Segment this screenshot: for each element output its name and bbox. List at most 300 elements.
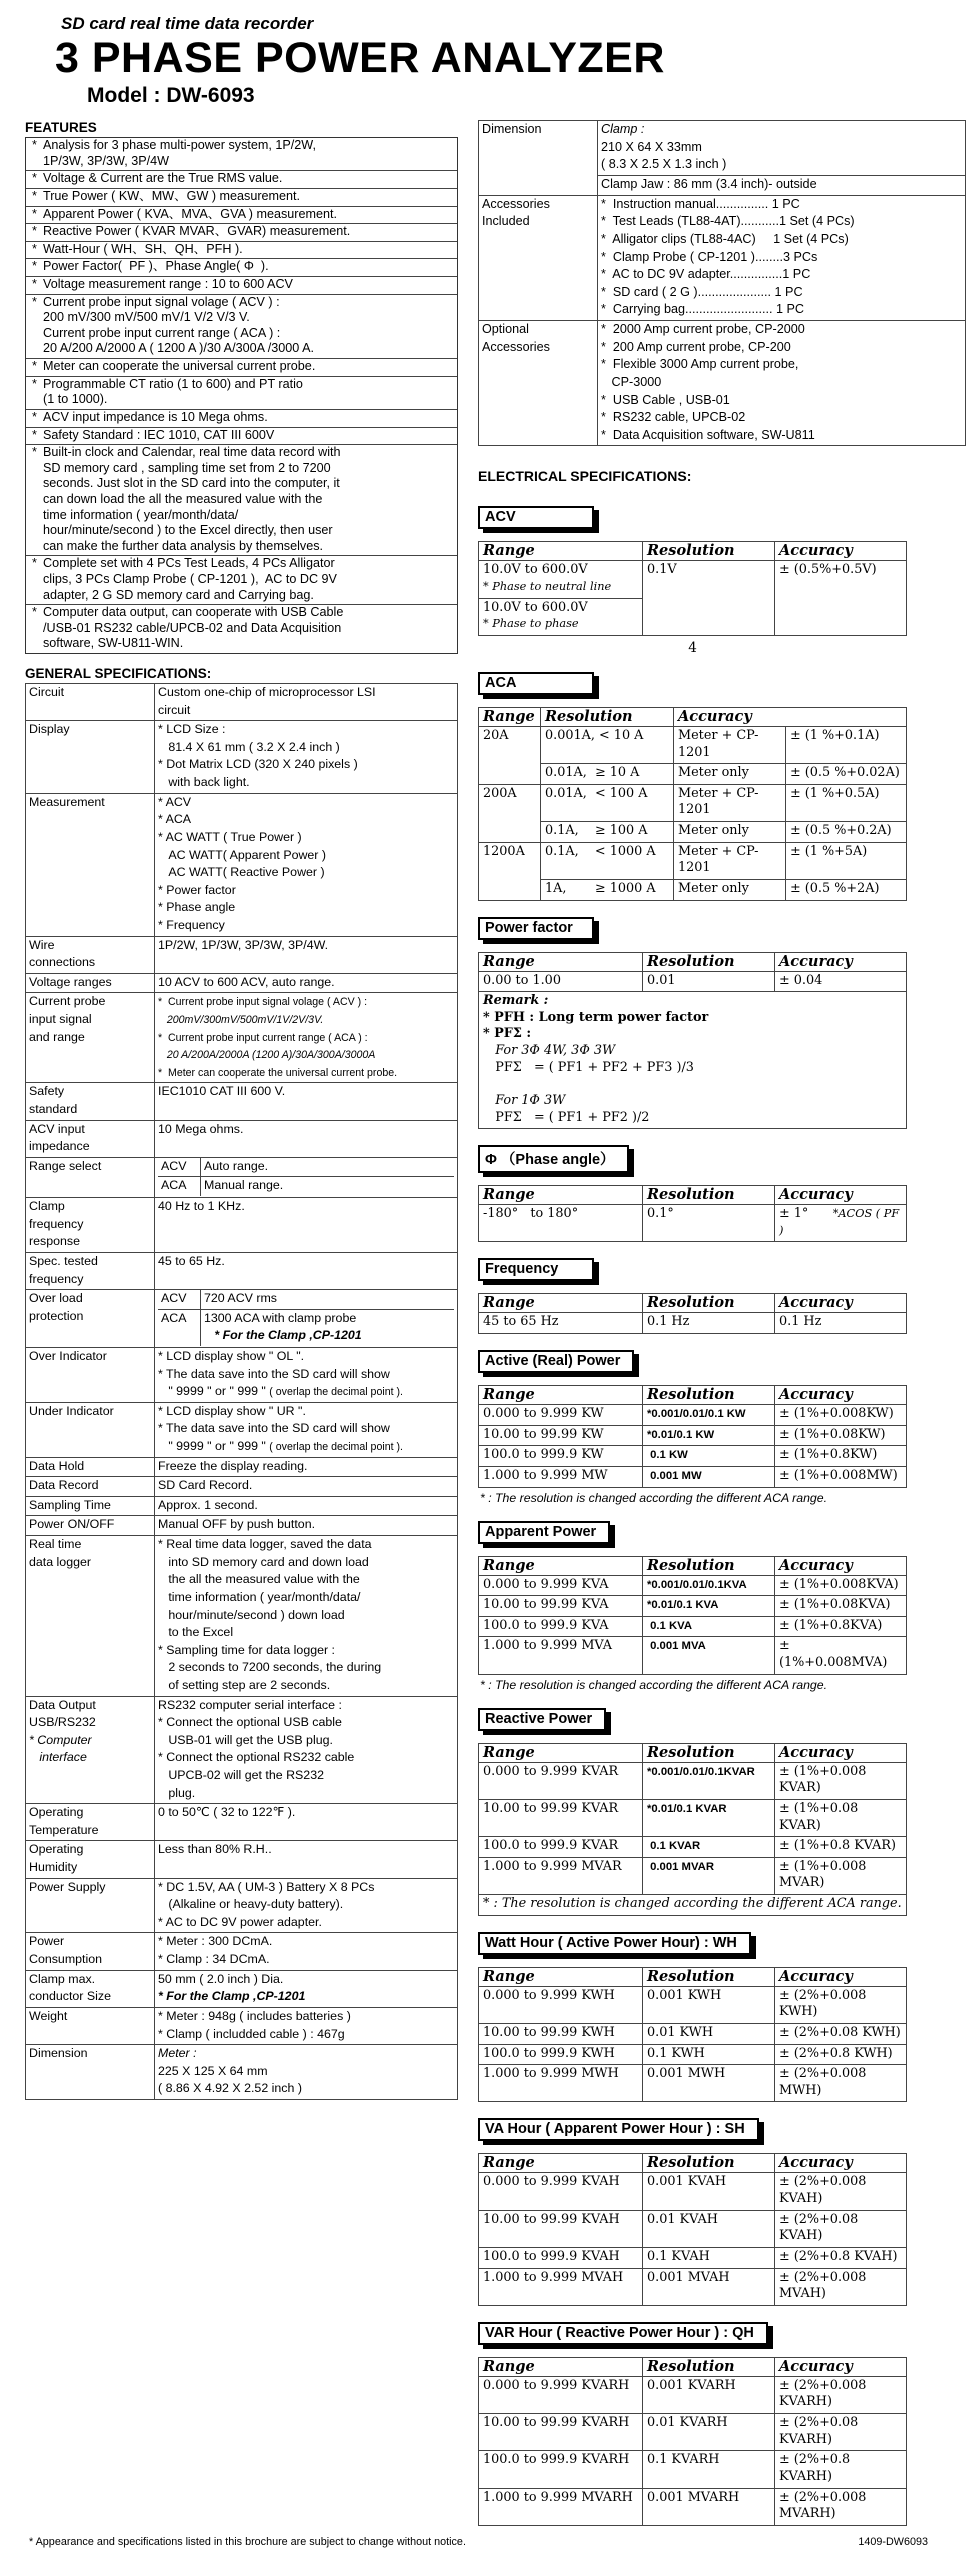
table-cell bbox=[643, 2376, 775, 2413]
table-cell bbox=[479, 842, 541, 900]
table-cell bbox=[541, 822, 674, 843]
text-line: * Phase to neutral line bbox=[483, 580, 612, 594]
table-cell bbox=[643, 1466, 775, 1487]
text-line: /USB-01 RS232 cable/UPCB-02 and Data Acquisition bbox=[43, 620, 342, 635]
text-line: 0.1 KVAH bbox=[647, 2248, 710, 2264]
text-line: SD Card Record. bbox=[158, 1478, 253, 1493]
asterisk-bullet: * bbox=[32, 188, 37, 203]
table-cell bbox=[643, 1616, 775, 1637]
text-line: 1300 ACA with clamp probe bbox=[204, 1310, 357, 1325]
spec-value bbox=[155, 721, 458, 793]
spec-label bbox=[26, 1878, 155, 1933]
text-line: Wire bbox=[29, 937, 55, 952]
table-cell bbox=[643, 2414, 775, 2451]
spec-label bbox=[26, 684, 155, 721]
text-line: * Real time data logger, saved the data bbox=[158, 1537, 372, 1552]
spec-value bbox=[155, 1841, 458, 1878]
text-line: 20 A/200 A/2000 A ( 1200 A )/30 A/300A /3000 A. bbox=[43, 341, 315, 356]
table-cell bbox=[775, 2173, 907, 2210]
spec-value bbox=[155, 973, 458, 993]
table-header-row bbox=[479, 1186, 907, 1205]
table-cell bbox=[643, 1857, 775, 1894]
table-cell bbox=[479, 1405, 643, 1426]
text-line: 100.0 to 999.9 KVA bbox=[483, 1617, 609, 1633]
text-line: * 2000 Amp current probe, CP-2000 bbox=[601, 322, 805, 337]
table-row bbox=[479, 1205, 907, 1242]
text-line: *0.01/0.1 KVA bbox=[647, 1599, 719, 1612]
table-row bbox=[479, 561, 907, 598]
spec-section-tab: Reactive Power bbox=[478, 1708, 606, 1731]
feature-text bbox=[43, 428, 455, 444]
text-line: 100.0 to 999.9 KVARH bbox=[483, 2452, 630, 2468]
text-line: 0.01 KVARH bbox=[647, 2415, 728, 2431]
spec-value bbox=[155, 793, 458, 936]
table-cell bbox=[775, 2451, 907, 2488]
text-line: PFΣ = ( PF1 + PF2 )/2 bbox=[483, 1109, 650, 1125]
spec-label bbox=[26, 1516, 155, 1536]
table-cell bbox=[479, 971, 643, 992]
spec-row bbox=[26, 1083, 458, 1120]
table-row bbox=[479, 1405, 907, 1426]
text-line: Circuit bbox=[29, 685, 65, 700]
text-line: 0.001 MVAH bbox=[647, 2269, 730, 2285]
table-header-row bbox=[479, 1294, 907, 1313]
table-cell bbox=[786, 726, 907, 763]
text-line: Optional bbox=[482, 322, 529, 337]
text-line: 100.0 to 999.9 KVAH bbox=[483, 2248, 620, 2264]
text-line: ± (1 %+0.5A) bbox=[790, 785, 880, 801]
text-line: * LCD Size : bbox=[158, 722, 226, 737]
spec-label bbox=[26, 936, 155, 973]
text-line: * Meter : 300 DCmA. bbox=[158, 1934, 273, 1949]
text-line: * SD card ( 2 G )..................... 1 PC bbox=[601, 284, 803, 299]
spec-value bbox=[155, 1696, 458, 1804]
table-cell bbox=[786, 764, 907, 785]
text-line: with back light. bbox=[158, 775, 250, 790]
feature-item bbox=[26, 206, 457, 224]
text-line: Meter can cooperate the universal current probe. bbox=[43, 359, 316, 374]
text-line: ± (1%+0.008KVA) bbox=[779, 1576, 899, 1592]
table-header-row bbox=[479, 707, 907, 726]
text-line: 20 A/200A/2000A (1200 A)/30A/300A/3000A bbox=[158, 1049, 376, 1062]
table-cell bbox=[775, 1313, 907, 1334]
spec-subtable bbox=[158, 1158, 454, 1196]
text-line: " 9999 " or " 999 " ( overlap the decimal point ). bbox=[158, 1439, 403, 1454]
text-line: SD memory card , sampling time set from 2 to 7200 bbox=[43, 460, 331, 475]
table-row bbox=[479, 2210, 907, 2247]
text-line: *0.01/0.1 KVAR bbox=[647, 1802, 727, 1815]
spec-row bbox=[26, 1516, 458, 1536]
table-cell bbox=[674, 879, 786, 900]
column-header: Resolution bbox=[541, 707, 674, 726]
table-cell bbox=[674, 784, 786, 821]
text-line: * For the Clamp ,CP-1201 bbox=[158, 1989, 306, 2004]
spec-table bbox=[478, 952, 907, 1130]
spec-row bbox=[26, 2045, 458, 2100]
text-line: 81.4 X 61 mm ( 3.2 X 2.4 inch ) bbox=[158, 739, 340, 754]
features-list bbox=[25, 137, 458, 654]
text-line: 0.01 KWH bbox=[647, 2024, 713, 2040]
table-header-row bbox=[479, 542, 907, 561]
table-cell bbox=[674, 764, 786, 785]
table-row bbox=[479, 2268, 907, 2305]
spec-value bbox=[155, 1516, 458, 1536]
table-cell bbox=[479, 1762, 643, 1799]
text-line: Watt-Hour ( WH、SH、QH、PFH ). bbox=[43, 241, 243, 256]
table-cell bbox=[643, 1799, 775, 1836]
spec-value bbox=[155, 2045, 458, 2100]
column-header: Accuracy bbox=[775, 2357, 907, 2376]
spec-value bbox=[155, 936, 458, 973]
table-cell bbox=[643, 1425, 775, 1446]
text-line: 10 ACV to 600 ACV, auto range. bbox=[158, 974, 335, 989]
text-line: 10.00 to 99.99 KWH bbox=[483, 2024, 615, 2040]
table-row bbox=[479, 1857, 907, 1894]
text-line: 10.0V to 600.0V bbox=[483, 562, 588, 578]
spec-label bbox=[26, 1696, 155, 1804]
feature-text bbox=[43, 171, 455, 187]
table-cell bbox=[643, 971, 775, 992]
text-line: Current probe input signal volage ( ACV ) : bbox=[43, 294, 280, 309]
text-line: ± (1%+0.08 KVAR) bbox=[779, 1800, 863, 1833]
text-line: AC WATT( Apparent Power ) bbox=[158, 847, 327, 862]
spec-label bbox=[26, 1457, 155, 1477]
spec-row bbox=[26, 684, 458, 721]
feature-item bbox=[26, 604, 457, 653]
table-cell bbox=[479, 2488, 643, 2525]
table-row bbox=[479, 822, 907, 843]
column-header: Range bbox=[479, 542, 643, 561]
text-line: * 200 Amp current probe, CP-200 bbox=[601, 339, 791, 354]
text-line: ± (2%+0.8 KVAH) bbox=[779, 2248, 898, 2264]
spec-label bbox=[26, 1198, 155, 1253]
table-cell bbox=[775, 1446, 907, 1467]
table-cell bbox=[479, 784, 541, 842]
table-header-row bbox=[479, 1967, 907, 1986]
feature-text bbox=[43, 556, 455, 603]
spec-subrow bbox=[158, 1158, 454, 1177]
spec-row bbox=[26, 1696, 458, 1804]
table-cell bbox=[479, 1637, 643, 1674]
text-line: clips, 3 PCs Clamp Probe ( CP-1201 ), AC to DC 9V bbox=[43, 571, 337, 586]
text-line: Data Output bbox=[29, 1697, 96, 1712]
table-header-row bbox=[479, 2357, 907, 2376]
spec-row bbox=[26, 1496, 458, 1516]
text-line: 0.001 MVAR bbox=[647, 1860, 714, 1873]
table-cell bbox=[775, 1837, 907, 1858]
table-row bbox=[479, 2376, 907, 2413]
text-line: 0.001 MWH bbox=[647, 2066, 726, 2082]
text-line: 10.00 to 99.99 KVA bbox=[483, 1597, 609, 1613]
feature-text bbox=[43, 295, 455, 357]
text-line: ± (2%+0.8 KWH) bbox=[779, 2045, 893, 2061]
spec-value bbox=[155, 1477, 458, 1497]
table-cell bbox=[643, 1205, 775, 1242]
table-cell bbox=[643, 1762, 775, 1799]
spec-row bbox=[26, 936, 458, 973]
text-line: RS232 computer serial interface : bbox=[158, 1697, 342, 1712]
column-header: Resolution bbox=[643, 1743, 775, 1762]
text-line: Meter + CP-1201 bbox=[678, 727, 759, 760]
text-line: 1.000 to 9.999 MVAH bbox=[483, 2269, 624, 2285]
text-line: Custom one-chip of microprocessor LSI bbox=[158, 685, 376, 700]
spec-section-tab: ACV bbox=[478, 506, 594, 529]
column-header: Resolution bbox=[643, 1967, 775, 1986]
text-line: " 9999 " or " 999 " ( overlap the decimal point ). bbox=[158, 1384, 403, 1399]
table-cell bbox=[479, 598, 643, 635]
spec-subvalue bbox=[201, 1158, 455, 1177]
text-line: Auto range. bbox=[204, 1158, 269, 1173]
spec-label bbox=[26, 1970, 155, 2007]
column-header: Resolution bbox=[643, 1186, 775, 1205]
spec-subvalue bbox=[201, 1309, 455, 1346]
table-cell bbox=[643, 1313, 775, 1334]
text-line: time information ( year/month/data/ bbox=[43, 507, 239, 522]
right-column bbox=[478, 120, 966, 2526]
table-cell bbox=[541, 784, 674, 821]
feature-item bbox=[26, 409, 457, 427]
text-line: * Data Acquisition software, SW-U811 bbox=[601, 427, 815, 442]
feature-item bbox=[26, 258, 457, 276]
text-line: Clamp max. bbox=[29, 1971, 96, 1986]
spec-label bbox=[26, 1290, 155, 1348]
text-line: * Meter can cooperate the universal current probe. bbox=[158, 1066, 398, 1079]
text-line: adapter, 2 G SD memory card and Carrying bag. bbox=[43, 587, 314, 602]
text-line: 10 Mega ohms. bbox=[158, 1121, 244, 1136]
text-line: ± (2%+0.08 KVAH) bbox=[779, 2211, 863, 2244]
table-cell bbox=[786, 784, 907, 821]
spec-table bbox=[478, 2153, 907, 2305]
spec-value bbox=[155, 1878, 458, 1933]
spec-label bbox=[26, 1157, 155, 1197]
table-cell bbox=[786, 879, 907, 900]
asterisk-bullet: * bbox=[32, 427, 37, 442]
table-cell bbox=[775, 1466, 907, 1487]
text-line: connections bbox=[29, 955, 96, 970]
text-line: * Alligator clips (TL88-4AC) 1 Set (4 PCs) bbox=[601, 231, 849, 246]
text-line: 1P/3W, 3P/3W, 3P/4W bbox=[43, 153, 169, 168]
feature-text bbox=[43, 207, 455, 223]
text-line: 0.001 KWH bbox=[647, 1987, 722, 2003]
text-line: * Power factor bbox=[158, 882, 236, 897]
text-line: * Flexible 3000 Amp current probe, bbox=[601, 357, 799, 372]
text-line: ± (1%+0.008MW) bbox=[779, 1467, 898, 1483]
table-cell bbox=[479, 726, 541, 784]
electrical-specs-heading: ELECTRICAL SPECIFICATIONS: bbox=[478, 468, 692, 485]
table-cell bbox=[643, 2173, 775, 2210]
info-label bbox=[479, 121, 598, 196]
spec-row bbox=[26, 1402, 458, 1457]
text-line: *0.01/0.1 KW bbox=[647, 1428, 715, 1441]
info-row bbox=[479, 121, 966, 176]
footer-note: * Appearance and specifications listed in this brochure are subject to change without notice. bbox=[29, 2535, 466, 2548]
table-cell bbox=[479, 1857, 643, 1894]
text-line: ± (2%+0.008 KWH) bbox=[779, 1987, 871, 2020]
text-line: Dimension bbox=[29, 2046, 88, 2061]
asterisk-bullet: * bbox=[32, 206, 37, 221]
table-row bbox=[479, 2173, 907, 2210]
table-cell bbox=[674, 842, 786, 879]
spec-table bbox=[478, 541, 907, 636]
spec-section-tab: Frequency bbox=[478, 1258, 594, 1281]
text-line: * Sampling time for data logger : bbox=[158, 1642, 336, 1657]
spec-row bbox=[26, 1878, 458, 1933]
text-line: ± (1%+0.08KVA) bbox=[779, 1597, 891, 1613]
text-line: ± 1° *ACOS ( PF ) bbox=[779, 1206, 903, 1237]
table-row bbox=[479, 879, 907, 900]
spec-row bbox=[26, 2007, 458, 2044]
column-header: Range bbox=[479, 1556, 643, 1575]
info-value bbox=[598, 176, 966, 196]
column-header: Range bbox=[479, 2357, 643, 2376]
table-row bbox=[479, 726, 907, 763]
text-line: ± (2%+0.8 KVARH) bbox=[779, 2452, 855, 2484]
text-line: * DC 1.5V, AA ( UM-3 ) Battery X 8 PCs bbox=[158, 1879, 375, 1894]
table-cell bbox=[643, 2268, 775, 2305]
spec-subvalue bbox=[201, 1177, 455, 1196]
text-line: Apparent Power ( KVA、MVA、GVA ) measurement. bbox=[43, 206, 337, 221]
table-cell bbox=[541, 879, 674, 900]
table-cell bbox=[479, 2414, 643, 2451]
text-line: 200mV/300mV/500mV/1V/2V/3V. bbox=[158, 1014, 324, 1026]
spec-table bbox=[478, 1185, 907, 1242]
spec-label bbox=[26, 1083, 155, 1120]
spec-section-tab: Apparent Power bbox=[478, 1521, 610, 1544]
column-header: Resolution bbox=[643, 2154, 775, 2173]
feature-item bbox=[26, 170, 457, 188]
asterisk-bullet: * bbox=[32, 241, 37, 256]
table-row bbox=[479, 1799, 907, 1836]
text-line: Accessories bbox=[482, 339, 550, 354]
text-line: Programmable CT ratio (1 to 600) and PT ratio bbox=[43, 376, 303, 391]
text-line: Reactive Power ( KVAR MVAR、GVAR) measurement. bbox=[43, 224, 351, 239]
text-line: 0.001 KVARH bbox=[647, 2377, 736, 2393]
text-line: * For the Clamp ,CP-1201 bbox=[204, 1328, 362, 1343]
table-cell bbox=[479, 2065, 643, 2102]
spec-sublabel bbox=[158, 1290, 201, 1309]
column-header: Accuracy bbox=[775, 2154, 907, 2173]
text-line: Approx. 1 second. bbox=[158, 1497, 258, 1512]
text-line: * PFΣ : bbox=[483, 1026, 532, 1042]
text-line: * Current probe input current range ( ACA ) : bbox=[158, 1031, 368, 1044]
text-line: 0.1 KVARH bbox=[647, 2452, 720, 2468]
table-header-row bbox=[479, 952, 907, 971]
text-line: 10.00 to 99.99 KW bbox=[483, 1426, 604, 1442]
text-line: Power ON/OFF bbox=[29, 1517, 115, 1532]
text-line: ( 8.3 X 2.5 X 1.3 inch ) bbox=[601, 157, 727, 172]
text-line: Power bbox=[29, 1934, 65, 1949]
text-line: 0.001 MW bbox=[647, 1469, 702, 1482]
table-header-row bbox=[479, 1556, 907, 1575]
spec-section-tab: Power factor bbox=[478, 917, 594, 940]
text-line: 200A bbox=[483, 785, 517, 801]
spec-row bbox=[26, 1252, 458, 1289]
text-line: Computer data output, can cooperate with USB Cable bbox=[43, 605, 344, 620]
text-line: 0.01 bbox=[647, 972, 676, 988]
spec-value bbox=[155, 1496, 458, 1516]
column-header: Resolution bbox=[643, 1294, 775, 1313]
spec-label bbox=[26, 1841, 155, 1878]
text-line: Clamp : bbox=[601, 122, 645, 137]
text-line: interface bbox=[29, 1750, 87, 1765]
text-line: Included bbox=[482, 214, 530, 229]
table-cell bbox=[775, 1425, 907, 1446]
info-value bbox=[598, 121, 966, 176]
spec-label bbox=[26, 1933, 155, 1970]
text-line: Current probe bbox=[29, 994, 106, 1009]
spec-row bbox=[26, 1347, 458, 1402]
text-line: Voltage & Current are the True RMS value. bbox=[43, 171, 283, 186]
table-cell bbox=[643, 2247, 775, 2268]
text-line: hour/minute/second ) down load bbox=[158, 1607, 345, 1622]
spec-row bbox=[26, 721, 458, 793]
spec-row bbox=[26, 1841, 458, 1878]
spec-value bbox=[155, 1252, 458, 1289]
spec-row bbox=[26, 1804, 458, 1841]
spec-subtable bbox=[158, 1290, 454, 1346]
text-line: 0.1 KVA bbox=[647, 1619, 692, 1632]
text-line: CP-3000 bbox=[601, 374, 662, 389]
text-line: Meter only bbox=[678, 823, 749, 839]
feature-item bbox=[26, 376, 457, 409]
text-line: 45 to 65 Hz. bbox=[158, 1253, 225, 1268]
text-line: Humidity bbox=[29, 1860, 78, 1875]
table-row bbox=[479, 1637, 907, 1674]
text-line: For 1Φ 3W bbox=[483, 1092, 566, 1108]
column-header: Resolution bbox=[643, 1386, 775, 1405]
column-header: Accuracy bbox=[674, 707, 907, 726]
text-line: Dimension bbox=[482, 122, 542, 137]
column-header: Range bbox=[479, 2154, 643, 2173]
column-header: Range bbox=[479, 1186, 643, 1205]
table-cell bbox=[479, 1425, 643, 1446]
text-line: 0.000 to 9.999 KVA bbox=[483, 1576, 609, 1592]
resolution-note: * : The resolution is changed according the different ACA range. bbox=[480, 1677, 828, 1692]
text-line: ± (2%+0.08 KWH) bbox=[779, 2024, 901, 2040]
text-line: 720 ACV rms bbox=[204, 1291, 277, 1306]
spec-row bbox=[26, 1120, 458, 1157]
spec-sublabel bbox=[158, 1158, 201, 1177]
spec-value bbox=[155, 1933, 458, 1970]
text-line: Operating bbox=[29, 1842, 84, 1857]
text-line: frequency bbox=[29, 1271, 84, 1286]
table-row bbox=[479, 2488, 907, 2525]
text-line: * Frequency bbox=[158, 917, 225, 932]
spec-row bbox=[26, 1536, 458, 1696]
text-line: * Clamp : 34 DCmA. bbox=[158, 1952, 270, 1967]
text-line: ± (1%+0.8KVA) bbox=[779, 1617, 883, 1633]
info-row bbox=[479, 321, 966, 446]
table-row bbox=[479, 1616, 907, 1637]
text-line: 0.1A, ≥ 100 A bbox=[545, 823, 648, 839]
tagline: SD card real time data recorder bbox=[61, 14, 314, 33]
text-line: 0.1 KW bbox=[647, 1449, 688, 1462]
text-line: 1P/2W, 1P/3W, 3P/3W, 3P/4W. bbox=[158, 937, 329, 952]
table-cell bbox=[775, 1986, 907, 2023]
text-line: impedance bbox=[29, 1139, 90, 1154]
table-row bbox=[479, 842, 907, 879]
text-line: ± (2%+0.008 MVAH) bbox=[779, 2269, 871, 2302]
spec-subrow bbox=[158, 1177, 454, 1196]
text-line: 1.000 to 9.999 MVAR bbox=[483, 1858, 622, 1874]
text-line: of setting step are 2 seconds. bbox=[158, 1677, 331, 1692]
text-line: 10.00 to 99.99 KVAR bbox=[483, 1800, 619, 1816]
feature-text bbox=[43, 410, 455, 426]
spec-label bbox=[26, 1496, 155, 1516]
text-line: Manual OFF by push button. bbox=[158, 1517, 316, 1532]
column-header: Range bbox=[479, 1294, 643, 1313]
text-line: 0.01 KVAH bbox=[647, 2211, 718, 2227]
